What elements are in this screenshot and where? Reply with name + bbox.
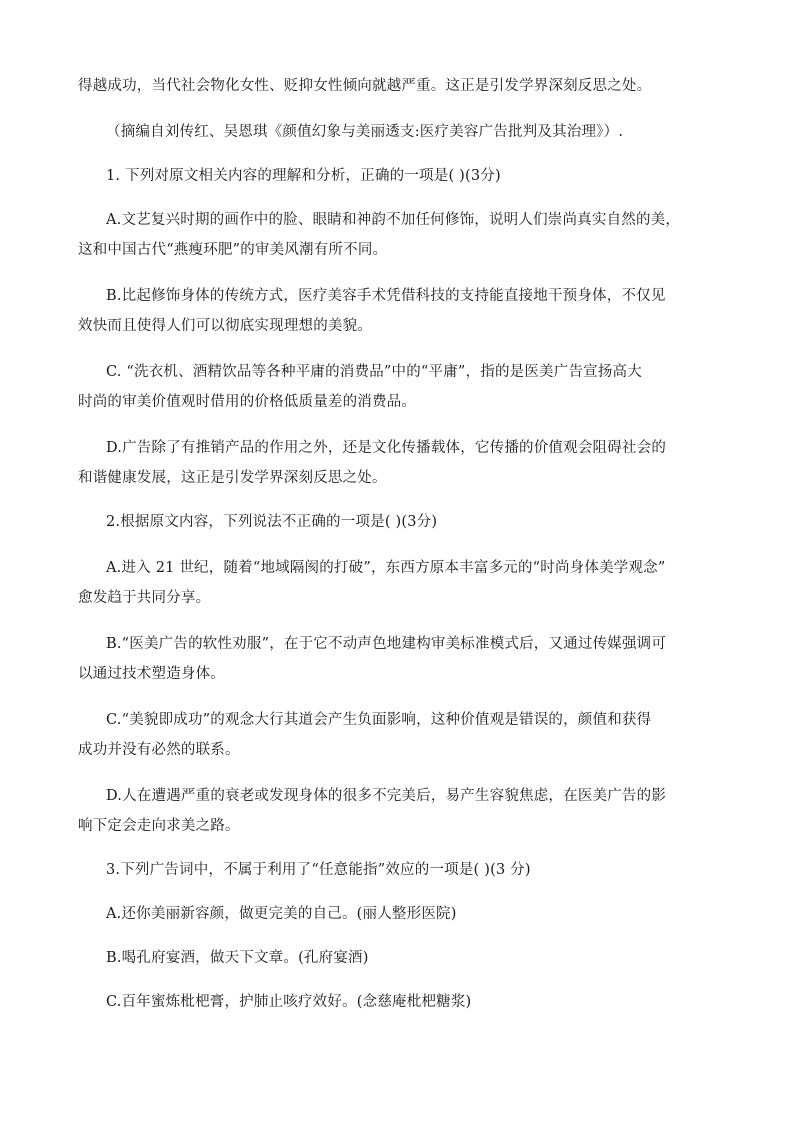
q3-option-c: C.百年蜜炼枇杷膏，护肺止咳疗效好。(念慈庵枇杷糖浆) bbox=[106, 994, 472, 1010]
q1-option-b-line2: 效快而且使得人们可以彻底实现理想的美貌。 bbox=[78, 318, 372, 334]
q2-option-d-line2: 响下定会走向求美之路。 bbox=[78, 818, 240, 834]
q2-option-a-line2: 愈发趋于共同分享。 bbox=[78, 590, 211, 606]
q2-option-c-line1: C.“美貌即成功”的观念大行其道会产生负面影响，这种价值观是错误的，颜值和获得 bbox=[106, 712, 652, 728]
q3-option-a: A.还你美丽新容颜，做更完美的自己。(丽人整形医院) bbox=[106, 906, 457, 922]
question-2-stem: 2.根据原文内容，下列说法不正确的一项是( )(3分) bbox=[106, 514, 438, 530]
question-1-stem: 1. 下列对原文相关内容的理解和分析，正确的一项是( )(3分) bbox=[106, 168, 501, 184]
q1-option-c-line2: 时尚的审美价值观时借用的价格低质量差的消费品。 bbox=[78, 394, 417, 410]
q1-option-a-line1: A.文艺复兴时期的画作中的脸、眼睛和神韵不加任何修饰，说明人们崇尚真实自然的美， bbox=[106, 212, 681, 228]
q3-option-b: B.喝孔府宴酒，做天下文章。(孔府宴酒) bbox=[106, 950, 369, 966]
q1-option-a-line2: 这和中国古代“燕瘦环肥”的审美风潮有所不同。 bbox=[78, 242, 388, 258]
paragraph-tail: 得越成功，当代社会物化女性、贬抑女性倾向就越严重。这正是引发学界深刻反思之处。 bbox=[78, 78, 652, 94]
q2-option-b-line1: B.“医美广告的软性劝服”，在于它不动声色地建构审美标准模式后，又通过传媒强调可 bbox=[106, 636, 667, 652]
q1-option-d-line2: 和谐健康发展，这正是引发学界深刻反思之处。 bbox=[78, 470, 387, 486]
q1-option-c-line1: C. “洗衣机、酒精饮品等各种平庸的消费品”中的“平庸”，指的是医美广告宣扬高大 bbox=[106, 364, 642, 380]
q1-option-d-line1: D.广告除了有推销产品的作用之外，还是文化传播载体，它传播的价值观会阻碍社会的 bbox=[106, 440, 667, 456]
q2-option-d-line1: D.人在遭遇严重的衰老或发现身体的很多不完美后，易产生容貌焦虑，在医美广告的影 bbox=[106, 788, 667, 804]
q2-option-b-line2: 以通过技术塑造身体。 bbox=[78, 666, 225, 682]
source-citation: （摘编自刘传红、吴恩琪《颜值幻象与美丽透支:医疗美容广告批判及其治理》）. bbox=[106, 124, 624, 140]
q2-option-a-line1: A.进入 21 世纪，随着“地域隔阂的打破”，东西方原本丰富多元的“时尚身体美学观念” bbox=[106, 560, 666, 576]
question-3-stem: 3.下列广告词中，不属于利用了“任意能指”效应的一项是( )(3 分) bbox=[106, 862, 531, 878]
q2-option-c-line2: 成功并没有必然的联系。 bbox=[78, 742, 240, 758]
q1-option-b-line1: B.比起修饰身体的传统方式，医疗美容手术凭借科技的支持能直接地干预身体，不仅见 bbox=[106, 288, 666, 304]
